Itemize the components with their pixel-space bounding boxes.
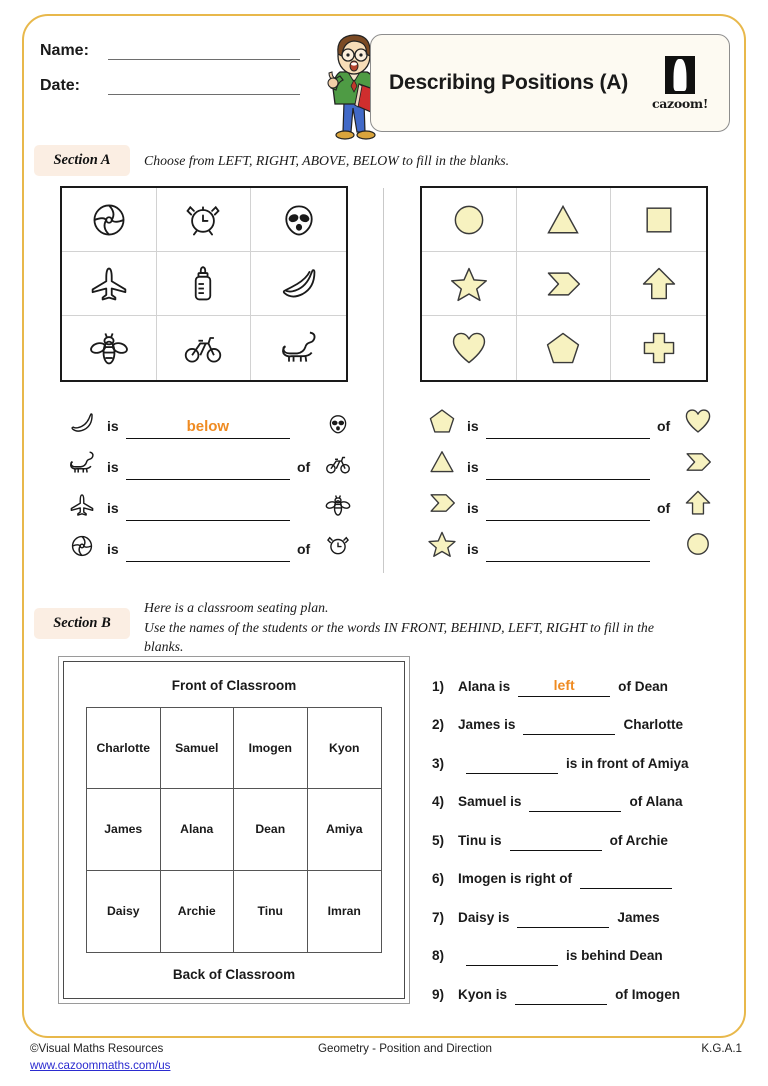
banana-icon <box>251 252 346 316</box>
question-number: 4) <box>432 794 445 809</box>
website-link[interactable]: www.cazoommaths.com/us <box>30 1059 171 1073</box>
seat-cell: Charlotte <box>87 708 161 789</box>
question-pre-text: Samuel is <box>458 794 522 809</box>
answer-blank[interactable] <box>515 985 607 1005</box>
section-a-right-half <box>420 186 740 562</box>
question-post-text: of Alana <box>629 794 683 809</box>
question-pre-text: James is <box>458 717 516 732</box>
seat-cell: Alana <box>161 789 235 870</box>
question-pre-text <box>458 963 466 966</box>
question-pre-text: Alana is <box>458 678 511 694</box>
answer-blank[interactable] <box>126 499 290 521</box>
answer-row <box>60 521 360 562</box>
answer-blank[interactable] <box>517 908 609 928</box>
seating-plan <box>58 656 410 1004</box>
heart-shape <box>676 406 720 439</box>
question-pre-text: Kyon is <box>458 986 508 1002</box>
seat-cell: Archie <box>161 871 235 952</box>
answer-blank[interactable] <box>466 946 558 966</box>
alien-icon <box>251 188 346 252</box>
section-a-divider <box>383 188 384 573</box>
question-item <box>432 658 732 697</box>
section-a-right-questions <box>420 398 720 562</box>
answer-blank[interactable] <box>126 458 290 480</box>
answer-row <box>60 439 360 480</box>
triangle-shape <box>517 188 612 252</box>
seat-cell: Amiya <box>308 789 382 870</box>
cross-shape <box>611 316 706 380</box>
answer-blank[interactable] <box>466 754 558 774</box>
seat-cell: Tinu <box>234 871 308 952</box>
question-number: 6) <box>432 871 445 886</box>
connector-label <box>650 475 676 480</box>
answer-blank[interactable] <box>486 540 650 562</box>
question-number: 5) <box>432 832 445 848</box>
connector-label <box>650 557 676 562</box>
is-label: is <box>467 541 479 557</box>
chevron-shape <box>517 252 612 316</box>
picture-grid <box>60 186 348 382</box>
date-label: Date: <box>40 77 81 94</box>
question-post-text: is behind Dean <box>566 948 663 963</box>
alarm-clock-icon <box>316 533 360 562</box>
section-b-content <box>34 648 734 1016</box>
seat-grid <box>86 707 382 953</box>
baby-bottle-icon <box>157 252 252 316</box>
seat-cell: Imran <box>327 904 361 919</box>
alien-icon <box>316 412 360 439</box>
cazoom-logo <box>649 56 711 111</box>
question-post-text: James <box>617 909 660 925</box>
alarm-clock-icon <box>157 188 252 252</box>
question-item <box>432 697 732 736</box>
front-of-classroom-label: Front of Classroom <box>171 678 297 693</box>
connector-label: of <box>657 418 671 434</box>
seat-cell: Kyon <box>308 708 382 789</box>
answer-blank[interactable] <box>510 831 602 851</box>
pentagon-shape <box>420 406 464 439</box>
cazoom-logo-icon <box>665 56 695 94</box>
date-row <box>40 77 300 95</box>
question-post-text: of Archie <box>609 832 668 848</box>
beach-ball-icon <box>62 188 157 252</box>
question-item <box>432 889 732 928</box>
question-pre-text: Imogen is right of <box>458 871 573 886</box>
question-item <box>432 735 732 774</box>
seat-cell: Samuel <box>161 708 235 789</box>
section-b-questions <box>432 658 732 1005</box>
question-pre-text: Daisy is <box>458 909 510 925</box>
airplane-icon <box>60 492 104 521</box>
footer-standard: K.G.A.1 <box>701 1042 742 1055</box>
airplane-icon <box>62 252 157 316</box>
date-input[interactable] <box>108 81 300 95</box>
section-b-instruction-line1: Here is a classroom seating plan. <box>144 600 329 615</box>
answer-blank[interactable] <box>529 792 621 812</box>
question-item <box>432 774 732 813</box>
question-number: 1) <box>432 678 445 694</box>
footer-topic: Geometry - Position and Direction <box>318 1042 492 1055</box>
section-b-instruction-line2: Use the names of the students or the words IN FRONT, BEHIND, LEFT, RIGHT to fill in the <box>144 619 654 635</box>
cazoom-logo-word: cazoom! <box>651 95 709 111</box>
arrow-up-shape <box>676 488 720 521</box>
star-shape <box>420 529 464 562</box>
question-number: 7) <box>432 909 445 925</box>
seat-cell: Dean <box>234 789 308 870</box>
is-label: is <box>467 418 479 434</box>
seat-cell: Imogen <box>234 708 308 789</box>
shape-grid <box>420 186 708 382</box>
is-label: is <box>467 459 479 475</box>
answer-blank[interactable] <box>486 417 650 439</box>
beach-ball-icon <box>60 533 104 562</box>
bee-icon <box>316 492 360 521</box>
answer-row <box>420 521 720 562</box>
section-a-content <box>34 186 734 576</box>
copyright-text: ©Visual Maths Resources <box>30 1042 164 1055</box>
square-shape <box>611 188 706 252</box>
answer-blank[interactable] <box>580 869 672 889</box>
question-post-text: of Imogen <box>615 986 681 1002</box>
section-b-badge: Section B <box>34 608 130 639</box>
question-item <box>432 851 732 890</box>
is-label: is <box>107 500 119 516</box>
connector-label <box>290 516 316 521</box>
answer-blank[interactable] <box>523 715 615 735</box>
header <box>40 34 730 144</box>
answer-row <box>420 480 720 521</box>
heart-shape <box>422 316 517 380</box>
question-pre-text <box>458 771 466 774</box>
section-a-left-questions <box>60 398 360 562</box>
arrow-up-shape <box>611 252 706 316</box>
title-box <box>370 34 730 132</box>
section-b-instruction-line3: blanks. <box>144 639 184 655</box>
question-item <box>432 812 732 851</box>
back-of-classroom-label: Back of Classroom <box>172 967 296 982</box>
name-row <box>40 42 300 60</box>
dinosaur-icon <box>251 316 346 380</box>
answer-blank[interactable]: below <box>126 417 290 439</box>
section-a-left-half <box>60 186 380 562</box>
question-item <box>432 966 732 1005</box>
name-label: Name: <box>40 42 89 59</box>
connector-label: of <box>297 459 311 475</box>
footer-left <box>30 1040 170 1075</box>
question-pre-text: Tinu is <box>458 832 502 848</box>
question-post-text: of Dean <box>618 678 668 694</box>
question-number: 2) <box>432 717 445 732</box>
answer-row <box>60 480 360 521</box>
connector-label: of <box>657 500 671 516</box>
circle-shape <box>422 188 517 252</box>
circle-shape <box>676 529 720 562</box>
answer-row <box>60 398 360 439</box>
question-item <box>432 928 732 967</box>
seat-cell: Daisy <box>87 871 161 952</box>
bicycle-icon <box>316 451 360 480</box>
seat-cell: James <box>87 789 161 870</box>
answer-blank[interactable] <box>126 540 290 562</box>
section-a-bar <box>34 145 734 176</box>
star-shape <box>422 252 517 316</box>
dinosaur-icon <box>60 449 104 480</box>
question-number: 9) <box>432 986 445 1002</box>
is-label: is <box>107 418 119 434</box>
is-label: is <box>107 459 119 475</box>
connector-label <box>290 434 316 439</box>
section-a-badge: Section A <box>34 145 130 176</box>
chevron-shape <box>676 447 720 480</box>
question-post-text: is in front of Amiya <box>566 755 689 771</box>
name-date-block <box>40 42 300 112</box>
bee-icon <box>62 316 157 380</box>
question-post-text: Charlotte <box>623 717 684 732</box>
answer-blank[interactable]: left <box>518 677 610 697</box>
answer-blank[interactable] <box>486 458 650 480</box>
bicycle-icon <box>157 316 252 380</box>
answer-blank[interactable] <box>486 499 650 521</box>
section-a-instruction: Choose from LEFT, RIGHT, ABOVE, BELOW to fill in the blanks. <box>144 153 510 168</box>
banana-icon <box>60 410 104 439</box>
name-input[interactable] <box>108 46 300 60</box>
question-number: 3) <box>432 755 445 771</box>
chevron-shape <box>420 488 464 521</box>
answer-row <box>420 398 720 439</box>
is-label: is <box>107 541 119 557</box>
triangle-shape <box>420 447 464 480</box>
connector-label: of <box>297 541 311 557</box>
answer-row <box>420 439 720 480</box>
question-post-text <box>672 886 680 889</box>
pentagon-shape <box>517 316 612 380</box>
page-title: Describing Positions (A) <box>389 70 629 94</box>
question-number: 8) <box>432 948 445 963</box>
is-label: is <box>467 500 479 516</box>
